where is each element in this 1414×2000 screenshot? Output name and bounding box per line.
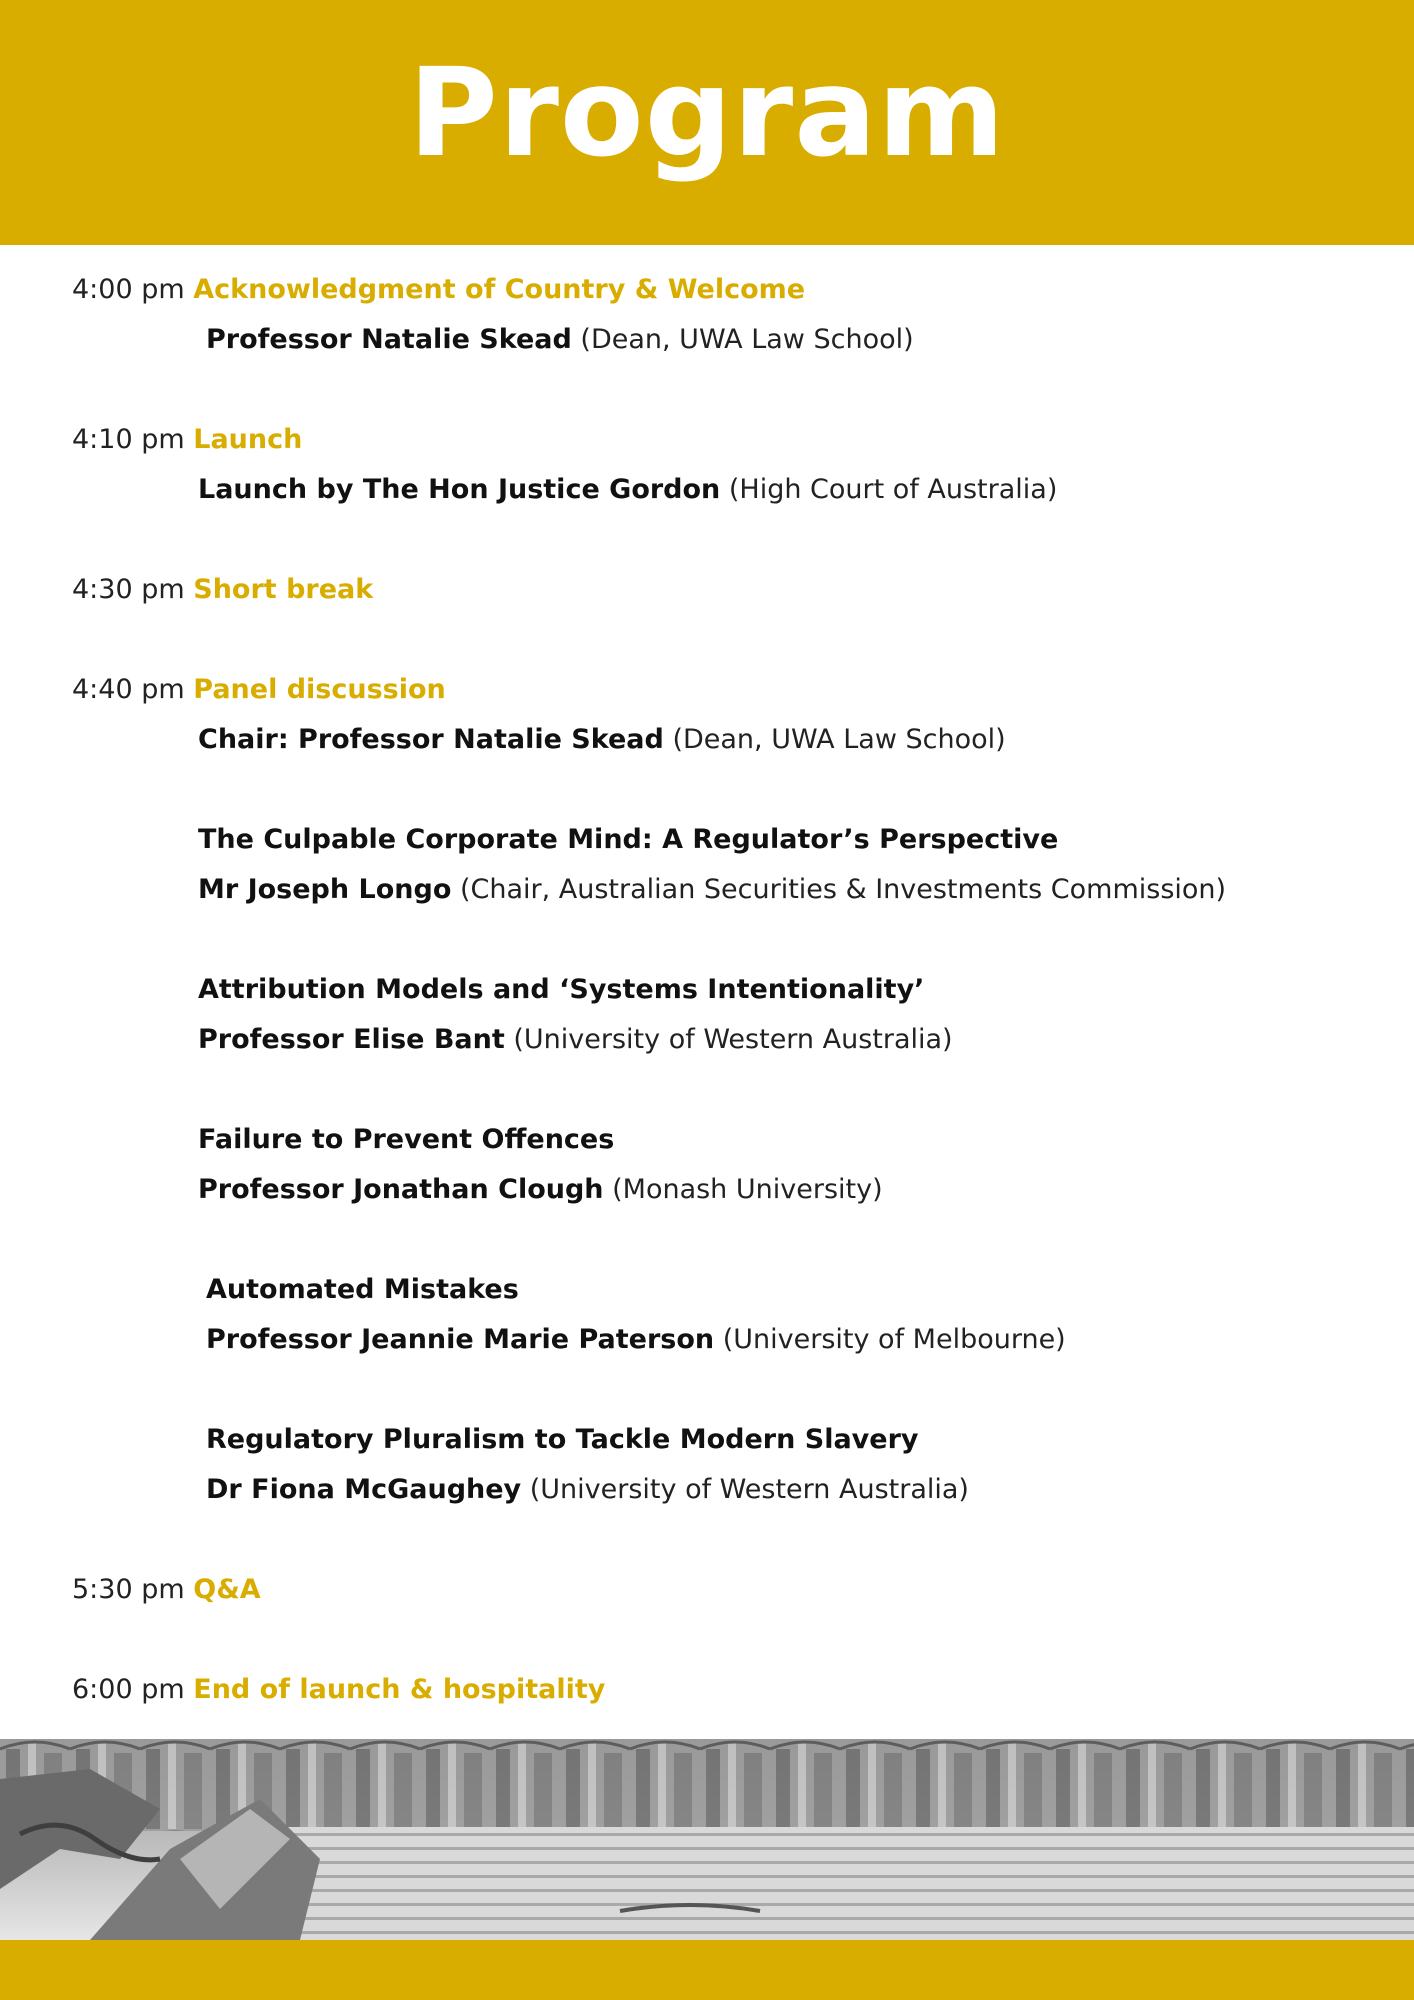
schedule-item-panel xyxy=(72,672,446,708)
talk-title: Automated Mistakes xyxy=(206,1274,519,1305)
schedule-heading: Q&A xyxy=(193,1574,261,1605)
speaker-affiliation: (Chair, Australian Securities & Investments Commission) xyxy=(459,874,1227,905)
schedule-time: 4:00 pm xyxy=(72,274,185,305)
speaker-affiliation: (University of Western Australia) xyxy=(529,1474,969,1505)
speaker-affiliation: (Dean, UWA Law School) xyxy=(580,324,914,355)
schedule-item-end xyxy=(72,1672,605,1708)
talk-speaker-line xyxy=(206,1472,969,1508)
speaker-name: Professor Jeannie Marie Paterson xyxy=(206,1324,715,1355)
talk-speaker-line xyxy=(198,872,1226,908)
schedule-item-welcome xyxy=(72,272,805,308)
schedule-time: 4:40 pm xyxy=(72,674,185,705)
schedule-heading: Short break xyxy=(193,574,374,605)
talk-speaker-line xyxy=(198,1172,883,1208)
talk-title: Failure to Prevent Offences xyxy=(198,1124,615,1155)
schedule-heading: Launch xyxy=(193,424,303,455)
speaker-affiliation: (Monash University) xyxy=(612,1174,883,1205)
speaker-affiliation: (University of Melbourne) xyxy=(722,1324,1066,1355)
panel-chair-line xyxy=(198,722,1006,758)
schedule-time: 6:00 pm xyxy=(72,1674,185,1705)
schedule-item-qa xyxy=(72,1572,261,1608)
schedule-item-launch xyxy=(72,422,302,458)
schedule-heading: End of launch & hospitality xyxy=(193,1674,606,1705)
schedule-item-break xyxy=(72,572,373,608)
chair-affiliation: (Dean, UWA Law School) xyxy=(672,724,1006,755)
speaker-affiliation: (University of Western Australia) xyxy=(513,1024,953,1055)
talk-title: Regulatory Pluralism to Tackle Modern Slavery xyxy=(206,1424,919,1455)
speaker-name: Dr Fiona McGaughey xyxy=(206,1474,522,1505)
speaker-name: Mr Joseph Longo xyxy=(198,874,452,905)
talk-speaker-line xyxy=(206,1322,1066,1358)
page-title: Program xyxy=(408,42,1006,184)
welcome-speaker-line xyxy=(206,322,914,358)
speaker-name: Professor Jonathan Clough xyxy=(198,1174,604,1205)
talk-speaker-line xyxy=(198,1022,953,1058)
stone-architecture-photo xyxy=(0,1739,1414,1940)
launch-speaker-line xyxy=(198,472,1057,508)
speaker-name: Professor Natalie Skead xyxy=(206,324,572,355)
chair-name: Chair: Professor Natalie Skead xyxy=(198,724,664,755)
footer-bar xyxy=(0,1940,1414,2000)
talk-title: Attribution Models and ‘Systems Intentionality’ xyxy=(198,974,925,1005)
speaker-affiliation: (High Court of Australia) xyxy=(728,474,1058,505)
schedule-heading: Acknowledgment of Country & Welcome xyxy=(193,274,806,305)
schedule-heading: Panel discussion xyxy=(193,674,446,705)
talk-title: The Culpable Corporate Mind: A Regulator’s Perspective xyxy=(198,824,1059,855)
schedule-time: 4:10 pm xyxy=(72,424,185,455)
schedule-time: 5:30 pm xyxy=(72,1574,185,1605)
speaker-name: Launch by The Hon Justice Gordon xyxy=(198,474,721,505)
schedule-time: 4:30 pm xyxy=(72,574,185,605)
speaker-name: Professor Elise Bant xyxy=(198,1024,505,1055)
header-banner xyxy=(0,0,1414,245)
